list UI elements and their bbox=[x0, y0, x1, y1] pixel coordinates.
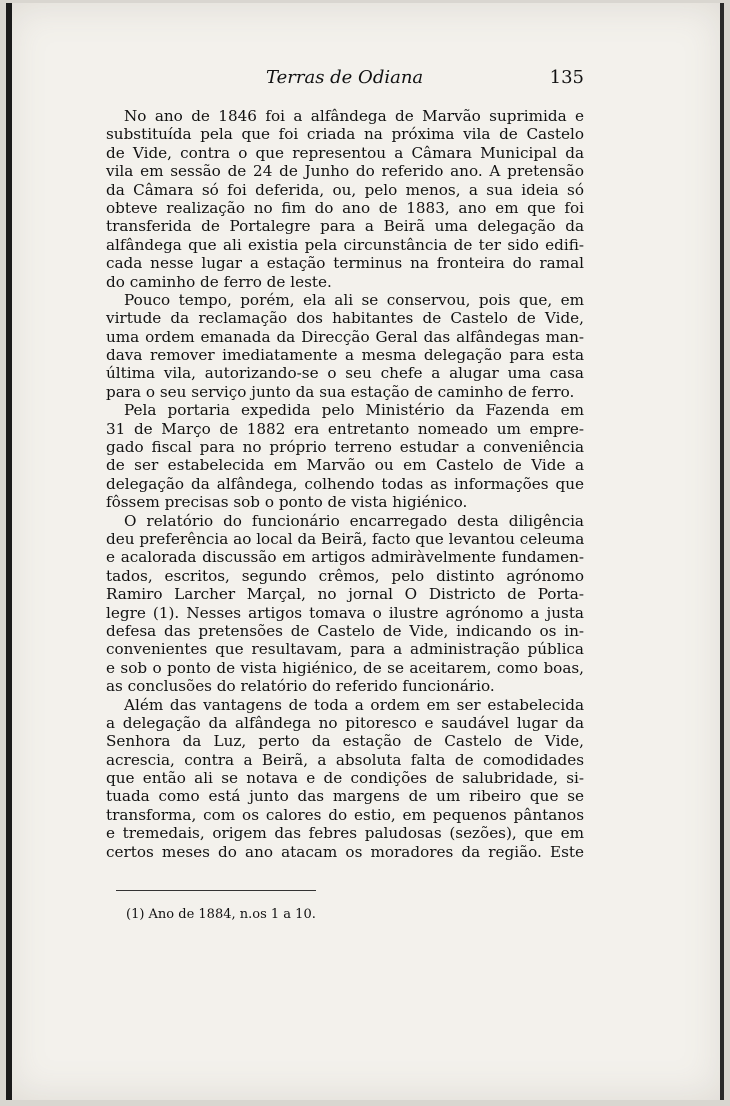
text-line: e sob o ponto de vista higiénico, de se aceitarem, como boas, bbox=[106, 658, 584, 677]
text-line: as conclusões do relatório do referido funcionário. bbox=[106, 677, 495, 696]
text-line: e tremedais, origem das febres paludosas (sezões), que em bbox=[106, 824, 584, 843]
text-line: Pouco tempo, porém, ela ali se conservou, pois que, em bbox=[124, 290, 584, 309]
footnote-rule bbox=[116, 890, 316, 891]
body-text bbox=[106, 107, 584, 861]
book-page bbox=[6, 3, 724, 1100]
text-line: 31 de Março de 1882 era entretanto nomeado um empre- bbox=[106, 419, 584, 438]
text-line: fôssem precisas sob o ponto de vista higiénico. bbox=[106, 493, 468, 512]
text-line: para o seu serviço junto da sua estação de caminho de ferro. bbox=[106, 382, 575, 401]
page-left-edge bbox=[6, 3, 12, 1100]
text-line: virtude da reclamação dos habitantes de Castelo de Vide, bbox=[106, 309, 584, 328]
text-line: cada nesse lugar a estação terminus na fronteira do ramal bbox=[106, 254, 584, 273]
text-line: defesa das pretensões de Castelo de Vide, indicando os in- bbox=[106, 621, 584, 640]
text-line: obteve realização no fim do ano de 1883, ano em que foi bbox=[106, 198, 584, 217]
text-line: alfândega que ali existia pela circunstância de ter sido edifi- bbox=[106, 235, 584, 254]
text-line: delegação da alfândega, colhendo todas as informações que bbox=[106, 474, 584, 493]
text-line: do caminho de ferro de leste. bbox=[106, 272, 332, 291]
text-line: de ser estabelecida em Marvão ou em Castelo de Vide a bbox=[106, 456, 584, 475]
text-line: última vila, autorizando-se o seu chefe a alugar uma casa bbox=[106, 364, 584, 383]
text-line: certos meses do ano atacam os moradores da região. Este bbox=[106, 842, 584, 861]
text-line: Senhora da Luz, perto da estação de Castelo de Vide, bbox=[106, 732, 584, 751]
text-line: Ramiro Larcher Marçal, no jornal O Districto de Porta- bbox=[106, 585, 584, 604]
text-line: gado fiscal para no próprio terreno estudar a conveniência bbox=[106, 438, 584, 457]
text-line: dava remover imediatamente a mesma delegação para esta bbox=[106, 346, 584, 365]
text-line: acrescia, contra a Beirã, a absoluta falta de comodidades bbox=[106, 750, 584, 769]
running-title: Terras de Odiana bbox=[266, 67, 424, 88]
text-line: e acalorada discussão em artigos admiràvelmente fundamen- bbox=[106, 548, 584, 567]
text-line: tados, escritos, segundo crêmos, pelo distinto agrónomo bbox=[106, 566, 584, 585]
text-line: tuada como está junto das margens de um ribeiro que se bbox=[106, 787, 584, 806]
text-line: No ano de 1846 foi a alfândega de Marvão suprimida e bbox=[124, 107, 584, 125]
text-line: da Câmara só foi deferida, ou, pelo menos, a sua ideia só bbox=[106, 180, 584, 199]
text-line: transforma, com os calores do estio, em pequenos pântanos bbox=[106, 805, 584, 824]
text-line: transferida de Portalegre para a Beirã uma delegação da bbox=[106, 217, 584, 236]
text-line: vila em sessão de 24 de Junho do referido ano. A pretensão bbox=[106, 162, 584, 181]
page-right-edge bbox=[720, 3, 724, 1100]
text-line: convenientes que resultavam, para a administração pública bbox=[106, 640, 584, 659]
text-line: Além das vantagens de toda a ordem em ser estabelecida bbox=[124, 695, 584, 714]
text-line: deu preferência ao local da Beirã, facto que levantou celeuma bbox=[106, 529, 585, 548]
text-line: legre (1). Nesses artigos tomava o ilustre agrónomo a justa bbox=[106, 603, 584, 622]
text-line: que então ali se notava e de condições de salubridade, si- bbox=[106, 769, 584, 788]
text-line: O relatório do funcionário encarregado desta diligência bbox=[124, 511, 584, 530]
page-header bbox=[106, 67, 584, 91]
text-line: a delegação da alfândega no pitoresco e saudável lugar da bbox=[106, 713, 584, 732]
text-line: uma ordem emanada da Direcção Geral das alfândegas man- bbox=[106, 327, 584, 346]
footnote: (1) Ano de 1884, n.os 1 a 10. bbox=[126, 907, 316, 922]
text-line: Pela portaria expedida pelo Ministério da Fazenda em bbox=[124, 401, 584, 420]
page-number: 135 bbox=[549, 67, 584, 88]
text-line: de Vide, contra o que representou a Câmara Municipal da bbox=[106, 143, 584, 162]
text-line: substituída pela que foi criada na próxima vila de Castelo bbox=[106, 125, 584, 144]
